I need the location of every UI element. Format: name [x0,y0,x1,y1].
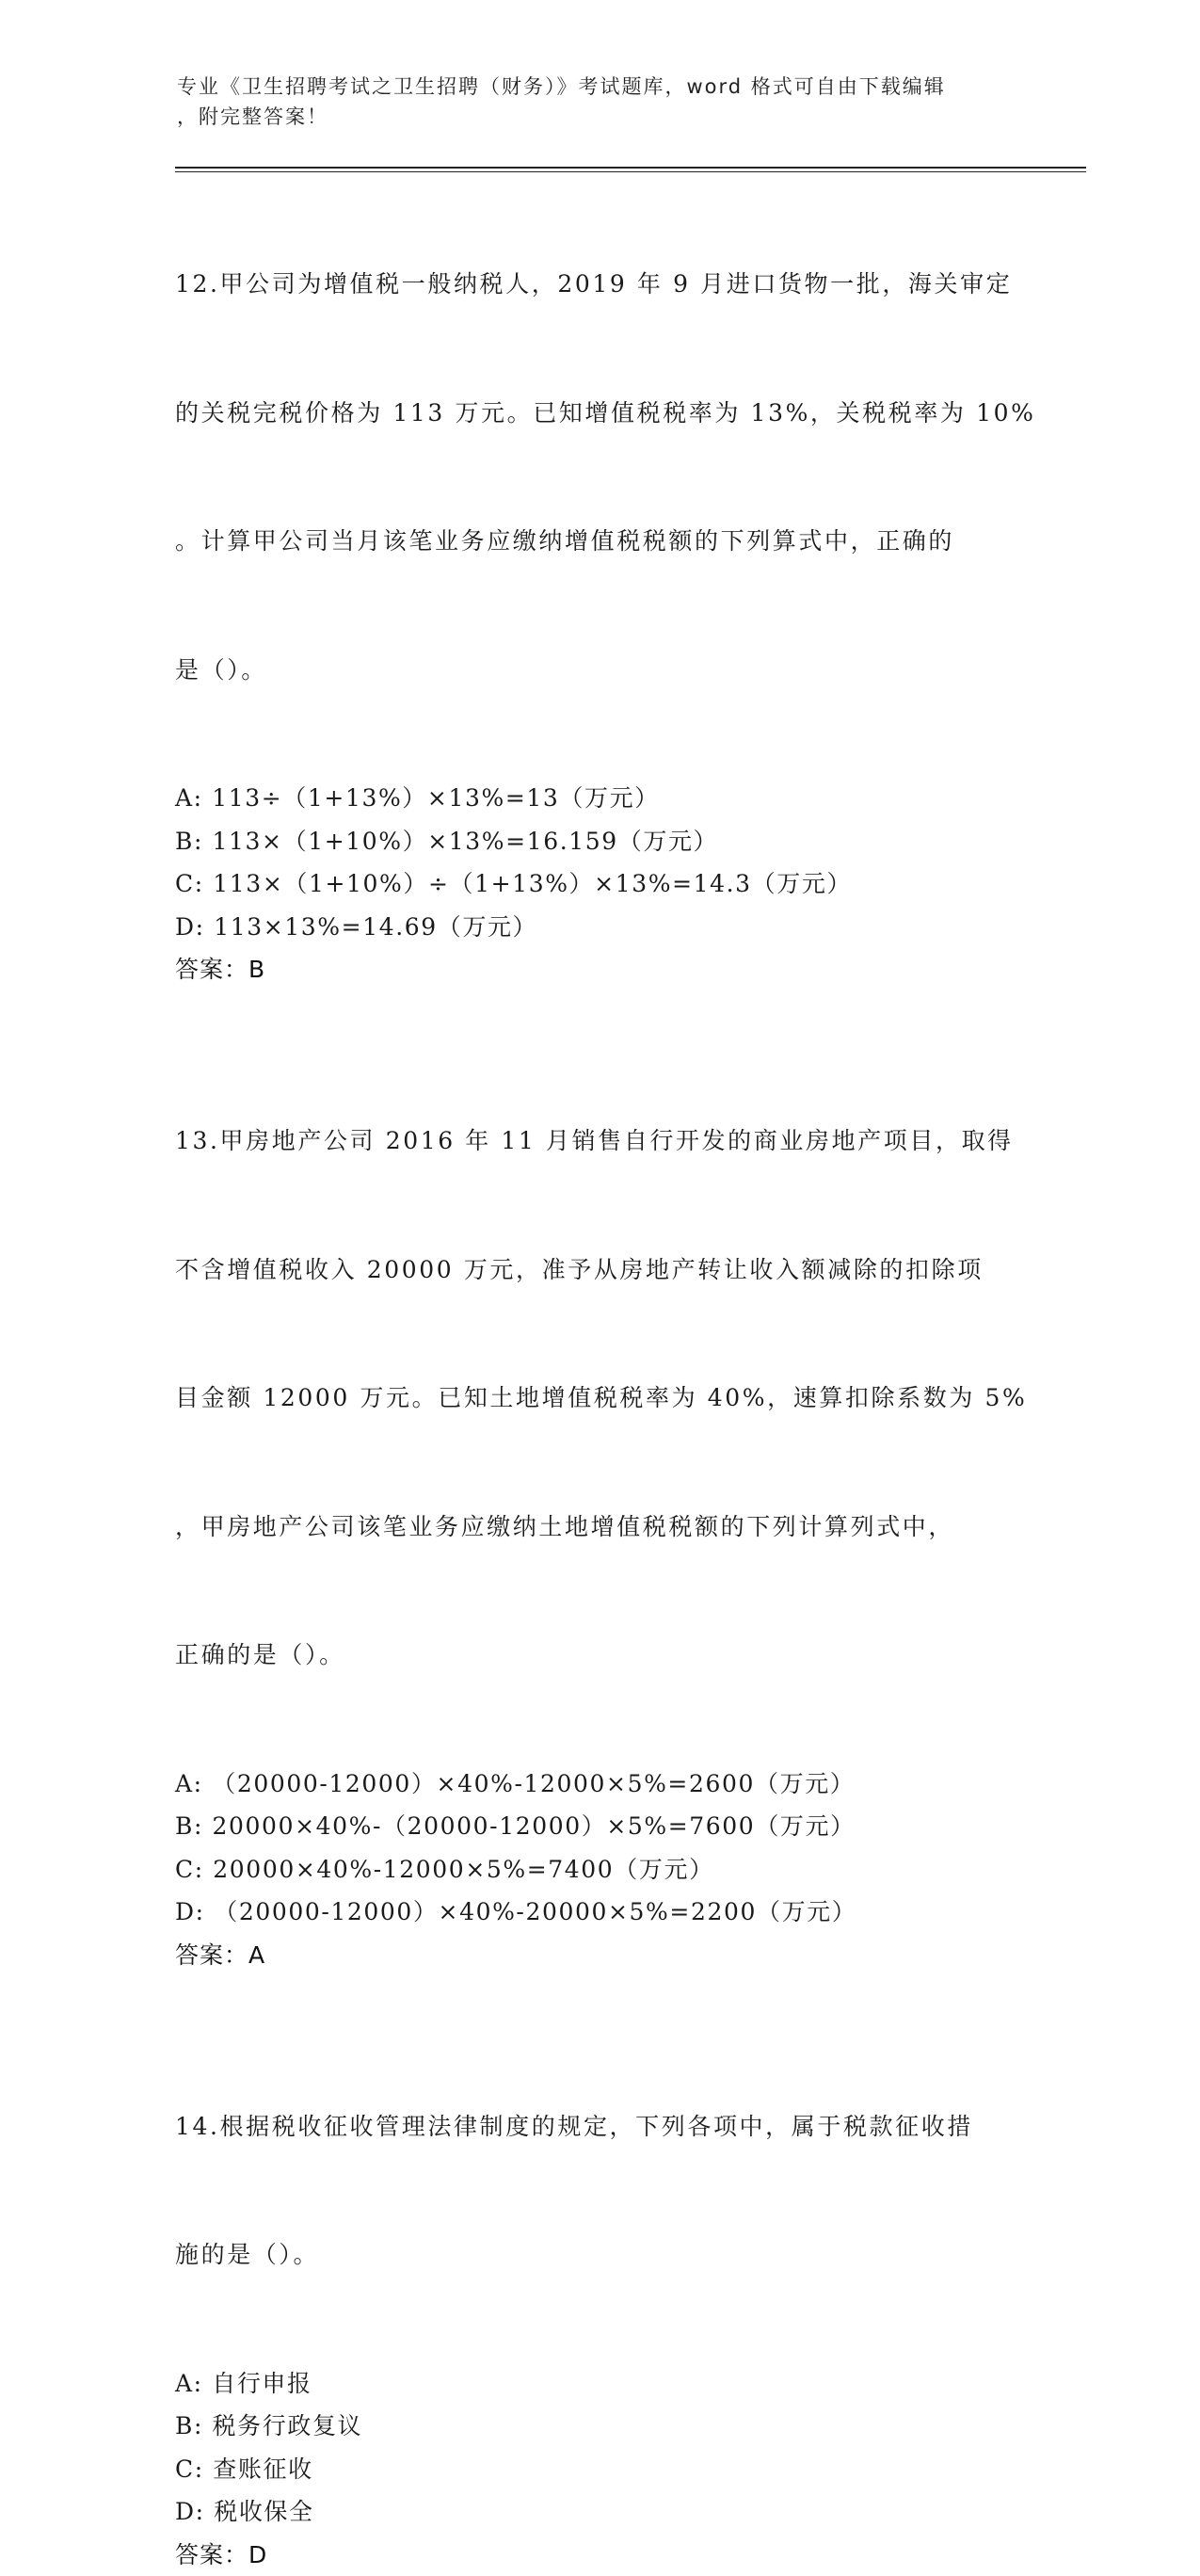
option-c: C: 20000×40%-12000×5%=7400（万元） [175,1848,1022,1892]
question-stem-line: 正确的是（）。 [175,1634,1022,1677]
option-a: A: 113÷（1+13%）×13%=13（万元） [175,777,1022,820]
question-stem-line: 。计算甲公司当月该笔业务应缴纳增值税税额的下列算式中，正确的 [175,520,1022,563]
option-d: D: 税收保全 [175,2490,1022,2534]
option-c: C: 查账征收 [175,2448,1022,2491]
option-list [175,2362,1022,2534]
header-line-1: 专业《卫生招聘考试之卫生招聘（财务）》考试题库，word 格式可自由下载编辑 [177,72,1005,102]
question-stem [175,1034,1022,1763]
question-stem-line: ，甲房地产公司该笔业务应缴纳土地增值税税额的下列计算列式中， [175,1505,1022,1549]
question-14 [175,2020,1022,2576]
question-stem-line: 是（）。 [175,649,1022,692]
document-header [177,72,1005,132]
answer-line: 答案：A [175,1934,1022,1977]
answer-line: 答案：D [175,2534,1022,2576]
option-list [175,777,1022,948]
option-a: A: 自行申报 [175,2362,1022,2406]
header-divider-thick [175,167,1086,169]
question-13 [175,1034,1022,1976]
question-12 [175,177,1022,991]
option-b: B: 113×（1+10%）×13%=16.159（万元） [175,820,1022,863]
question-stem-line: 12.甲公司为增值税一般纳税人，2019 年 9 月进口货物一批，海关审定 [175,263,1022,306]
option-c: C: 113×（1+10%）÷（1+13%）×13%=14.3（万元） [175,862,1022,906]
question-stem [175,2020,1022,2362]
option-d: D: 113×13%=14.69（万元） [175,906,1022,949]
option-b: B: 20000×40%-（20000-12000）×5%=7600（万元） [175,1805,1022,1848]
option-a: A: （20000-12000）×40%-12000×5%=2600（万元） [175,1763,1022,1806]
option-b: B: 税务行政复议 [175,2405,1022,2448]
answer-line: 答案：B [175,948,1022,991]
question-spacer [175,991,1022,1035]
question-stem-line: 不含增值税收入 20000 万元，准予从房地产转让收入额减除的扣除项 [175,1248,1022,1292]
question-stem-line: 施的是（）。 [175,2233,1022,2277]
option-d: D: （20000-12000）×40%-20000×5%=2200（万元） [175,1891,1022,1934]
question-stem [175,177,1022,777]
header-divider-thin [175,171,1086,172]
question-stem-line: 目金额 12000 万元。已知土地增值税税率为 40%，速算扣除系数为 5% [175,1377,1022,1420]
header-line-2: ，附完整答案！ [177,102,1005,132]
option-list [175,1763,1022,1934]
question-stem-line: 13.甲房地产公司 2016 年 11 月销售自行开发的商业房地产项目，取得 [175,1119,1022,1163]
question-list [175,177,1022,2576]
question-stem-line: 的关税完税价格为 113 万元。已知增值税税率为 13%，关税税率为 10% [175,392,1022,435]
question-spacer [175,1976,1022,2020]
question-stem-line: 14.根据税收征收管理法律制度的规定，下列各项中，属于税款征收措 [175,2105,1022,2149]
